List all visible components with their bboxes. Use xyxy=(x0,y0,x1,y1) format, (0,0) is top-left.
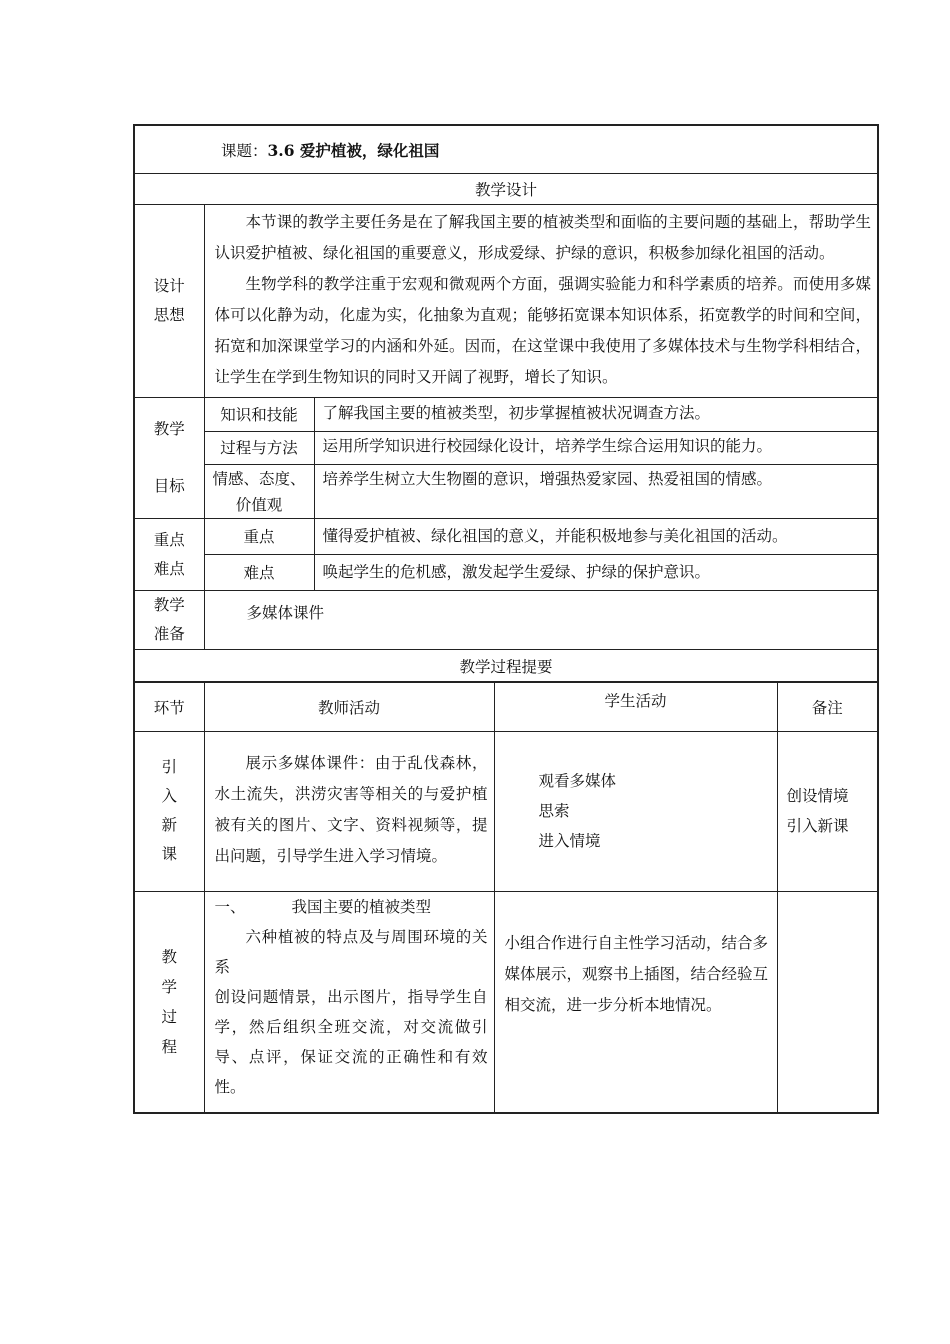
goal-name: 过程与方法 xyxy=(204,432,314,465)
label-line: 思想 xyxy=(153,306,185,324)
label-line: 难点 xyxy=(153,559,185,578)
col-header-teacher: 教师活动 xyxy=(204,683,494,731)
teacher-heading xyxy=(215,892,488,922)
heading-number: 一、 xyxy=(214,897,246,916)
process-table xyxy=(133,683,879,1114)
goal-text: 运用所学知识进行校园绿化设计，培养学生综合运用知识的能力。 xyxy=(314,432,878,465)
label-line: 教学 xyxy=(153,420,185,438)
stage-char: 程 xyxy=(161,1037,177,1056)
intro-note xyxy=(777,731,878,891)
intro-teacher-activity: 展示多媒体课件：由于乱伐森林，水土流失，洪涝灾害等相关的与爱护植被有关的图片、文字、资料视频等，提出问题，引导学生进入学习情境。 xyxy=(204,731,494,891)
col-header-student: 学生活动 xyxy=(494,683,777,731)
label-line: 目标 xyxy=(153,477,185,495)
process-note xyxy=(777,891,878,1113)
prep-label xyxy=(134,591,204,650)
keypoint-text: 懂得爱护植被、绿化祖国的意义，并能积极地参与美化祖国的活动。 xyxy=(314,519,878,555)
label-line: 情感、态度、 xyxy=(212,469,306,488)
goal-name: 知识和技能 xyxy=(204,398,314,432)
goal-text: 了解我国主要的植被类型，初步掌握植被状况调查方法。 xyxy=(314,398,878,432)
design-thought-label xyxy=(134,205,204,398)
lesson-plan-page xyxy=(133,124,877,1114)
design-thought-para-2: 生物学科的教学注重于宏观和微观两个方面，强调实验能力和科学素质的培养。而使用多媒体可以化静为动，化虚为实，化抽象为直观；能够拓宽课本知识体系，拓宽教学的时间和空间，拓宽和加深课堂学习的内涵和外延。因而，在这堂课中我使用了多媒体技术与生物学科相结合，让学生在学到生物知识的同时又开阔了视野，增长了知识。 xyxy=(214,275,872,386)
process-student-activity: 小组合作进行自主性学习活动，结合多媒体展示，观察书上插图，结合经验互相交流，进一步分析本地情况。 xyxy=(494,891,777,1113)
process-teacher-activity xyxy=(204,891,494,1113)
heading-text: 我国主要的植被类型 xyxy=(291,897,432,916)
intro-stage xyxy=(134,731,204,891)
process-header: 教学过程提要 xyxy=(134,650,878,683)
stage-char: 新 xyxy=(161,816,177,834)
student-activity-line: 观看多媒体 xyxy=(538,772,617,790)
label-line: 价值观 xyxy=(235,495,283,514)
label-line: 教学 xyxy=(153,596,185,614)
prep-text: 多媒体课件 xyxy=(204,591,878,650)
col-header-note: 备注 xyxy=(777,683,878,731)
design-header: 教学设计 xyxy=(134,174,878,205)
design-thought-para-1: 本节课的教学主要任务是在了解我国主要的植被类型和面临的主要问题的基础上，帮助学生认识爱护植被、绿化祖国的重要意义，形成爱绿、护绿的意识，积极参加绿化祖国的活动。 xyxy=(214,213,872,262)
note-line: 引入新课 xyxy=(786,817,849,835)
keypoint-text: 唤起学生的危机感，激发起学生爱绿、护绿的保护意识。 xyxy=(314,555,878,591)
lesson-plan-table xyxy=(133,124,879,683)
student-activity-line: 进入情境 xyxy=(538,832,601,850)
stage-char: 教 xyxy=(161,947,177,966)
stage-char: 课 xyxy=(161,845,177,863)
col-header-stage: 环节 xyxy=(134,683,204,731)
design-thought-content xyxy=(204,205,878,398)
label-line: 准备 xyxy=(153,625,185,643)
goal-text: 培养学生树立大生物圈的意识，增强热爱家园、热爱祖国的情感。 xyxy=(314,465,878,519)
teacher-body: 创设问题情景，出示图片，指导学生自学，然后组织全班交流，对交流做引导、点评，保证交流的正确性和有效性。 xyxy=(214,987,488,1096)
stage-char: 入 xyxy=(161,787,177,805)
lesson-title xyxy=(134,125,878,174)
title-prefix: 课题： xyxy=(221,141,268,160)
goal-name xyxy=(204,465,314,519)
keypoint-name: 重点 xyxy=(204,519,314,555)
teacher-subheading: 六种植被的特点及与周围环境的关系 xyxy=(214,927,488,976)
stage-char: 学 xyxy=(161,977,177,996)
stage-char: 过 xyxy=(161,1007,177,1026)
keypoints-label xyxy=(134,519,204,591)
label-line: 设计 xyxy=(153,277,185,295)
goals-label xyxy=(134,398,204,519)
keypoint-name: 难点 xyxy=(204,555,314,591)
title-number: 3.6 xyxy=(267,140,295,160)
label-line: 重点 xyxy=(153,530,185,549)
stage-char: 引 xyxy=(161,758,177,776)
student-activity-line: 思索 xyxy=(538,802,570,820)
intro-student-activity xyxy=(494,731,777,891)
process-stage xyxy=(134,891,204,1113)
title-text: 爱护植被，绿化祖国 xyxy=(299,140,440,160)
note-line: 创设情境 xyxy=(786,787,849,805)
